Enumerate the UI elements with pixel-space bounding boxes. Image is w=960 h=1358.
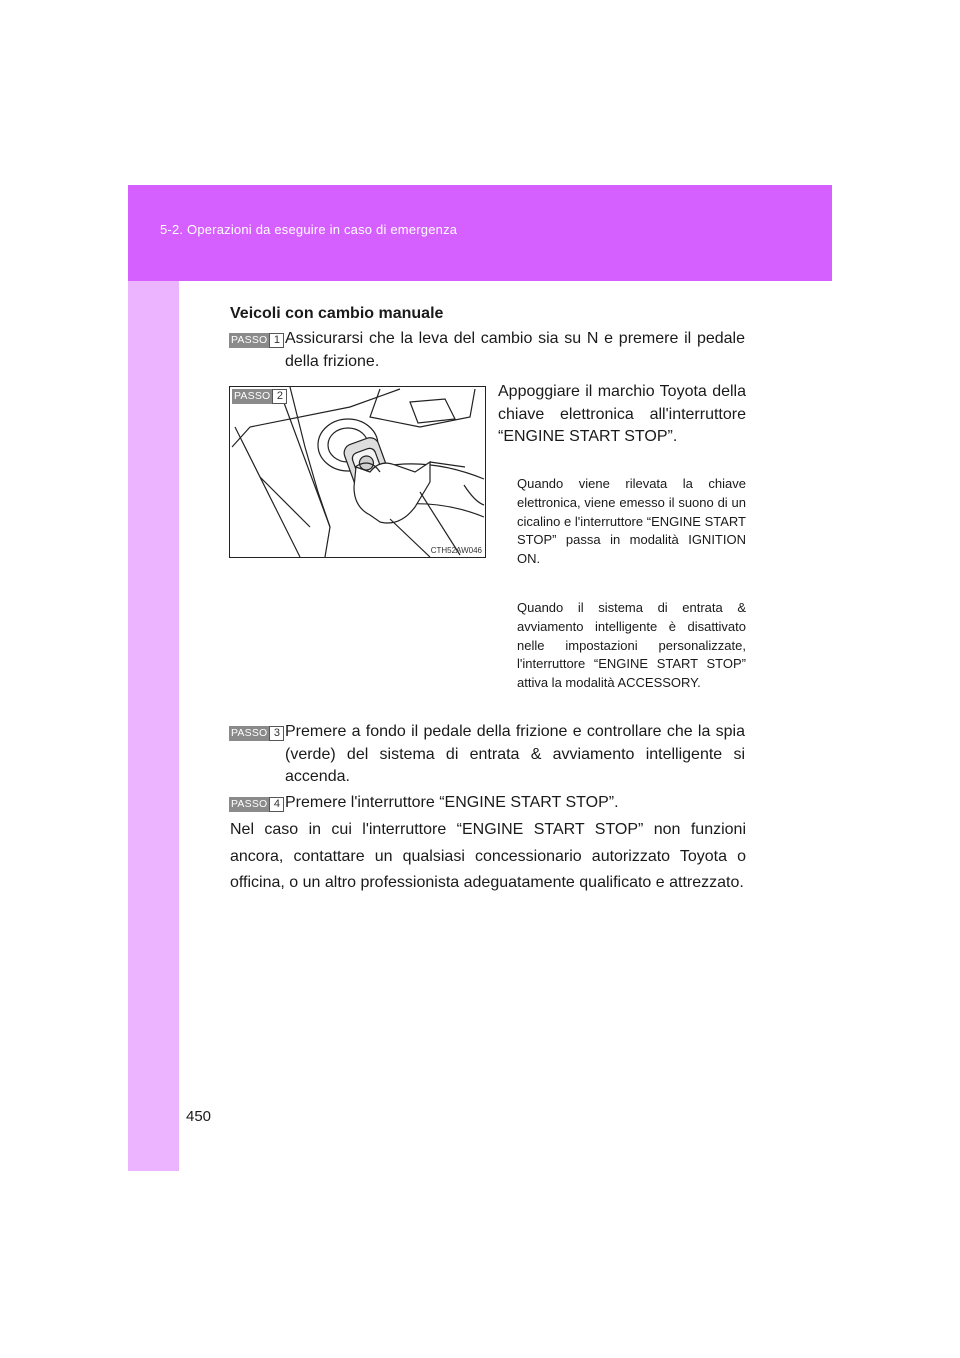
step-number: 4 (269, 797, 284, 812)
note-1: Quando viene rilevata la chiave elettronica, viene emesso il suono di un cicalino e l'interruttore “ENGINE START STOP” passa in modalità IGNITION ON. (517, 476, 746, 567)
step-badge-4 (229, 797, 284, 812)
step-word: PASSO (231, 334, 268, 346)
side-tab-band (128, 281, 179, 1171)
hand-key-drawing (230, 387, 485, 557)
step-word: PASSO (234, 390, 271, 402)
step-word: PASSO (231, 798, 268, 810)
key-illustration (229, 386, 486, 558)
step-number: 3 (269, 726, 284, 741)
step-badge-2 (232, 389, 287, 404)
closing-paragraph: Nel caso in cui l'interruttore “ENGINE START STOP” non funzioni ancora, contattare un qualsiasi concessionario autorizzato Toyota o officina, o un altro professionista adeguatamente qualificato e attrezzato. (230, 821, 746, 891)
step-badge-1 (229, 333, 284, 348)
step-number: 2 (272, 389, 287, 404)
step-word: PASSO (231, 727, 268, 739)
section-title: 5-2. Operazioni da eseguire in caso di emergenza (160, 222, 458, 237)
step-4-text: Premere l'interruttore “ENGINE START STOP”. (285, 794, 619, 811)
step-3-text: Premere a fondo il pedale della frizione e controllare che la spia (verde) del sistema di entrata & avviamento intelligente si accenda. (285, 723, 745, 785)
step-2-text: Appoggiare il marchio Toyota della chiave elettronica all'interruttore “ENGINE START STOP”. (498, 383, 746, 445)
step-badge-3 (229, 726, 284, 741)
note-2: Quando il sistema di entrata & avviamento intelligente è disattivato nelle impostazioni personalizzate, l'interruttore “ENGINE START STOP” attiva la modalità ACCESSORY. (517, 600, 746, 691)
page-number: 450 (186, 1108, 212, 1125)
subsection-heading: Veicoli con cambio manuale (230, 305, 444, 322)
step-number: 1 (269, 333, 284, 348)
step-1-text: Assicurarsi che la leva del cambio sia su N e premere il pedale della frizione. (285, 330, 745, 370)
illustration-code: CTH52AW046 (430, 546, 482, 555)
